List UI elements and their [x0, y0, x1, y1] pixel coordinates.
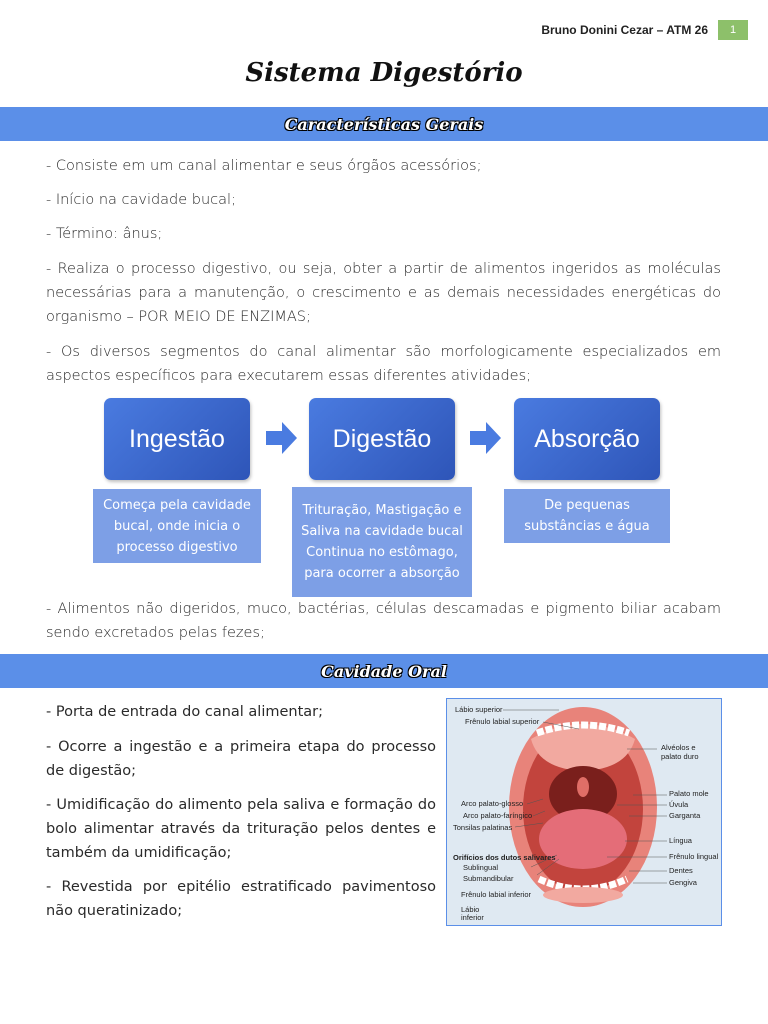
figure-label: Língua [669, 836, 692, 845]
paragraph: - Alimentos não digeridos, muco, bactérias, células descamadas e pigmento biliar acabam sendo excretados pelas fezes; [46, 601, 721, 641]
figure-label: Lábio inferior [461, 905, 484, 922]
figure-label: Frênulo labial superior [465, 717, 540, 726]
figure-label: Lábio superior [455, 705, 503, 714]
section-heading-general: Características Gerais [284, 114, 484, 134]
flow-note-absorption: De pequenas substâncias e água [504, 489, 670, 543]
flow-note-ingestion: Começa pela cavidade bucal, onde inicia o processo digestivo [93, 489, 261, 563]
figure-label: Dentes [669, 866, 693, 875]
flow-step-absorption: Absorção [514, 398, 660, 480]
figure-label: Submandibular [463, 874, 514, 883]
paragraph: - Consiste em um canal alimentar e seus órgãos acessórios; [46, 158, 482, 174]
flow-step-ingestion: Ingestão [104, 398, 250, 480]
paragraph: - Término: ânus; [46, 226, 163, 242]
figure-label: Arco palato-faríngico [463, 811, 533, 820]
figure-label: Orifícios dos dutos salivares [453, 853, 556, 862]
paragraph: - Realiza o processo digestivo, ou seja, obter a partir de alimentos ingeridos as moléculas necessárias para a manutenção, o crescimento e as demais necessidades energéticas do organismo – POR MEIO DE ENZIMAS; [46, 261, 721, 325]
figure-label: Gengiva [669, 878, 697, 887]
figure-label: Garganta [669, 811, 701, 820]
author-name: Bruno Donini Cezar – ATM 26 [541, 23, 708, 37]
figure-label: Úvula [669, 800, 689, 809]
document-title: Sistema Digestório [245, 58, 523, 88]
page-header [541, 20, 748, 40]
figure-label: Sublingual [463, 863, 499, 872]
paragraph: - Revestida por epitélio estratificado pavimentoso não queratinizado; [46, 879, 436, 919]
flow-note-digestion: Trituração, Mastigação e Saliva na cavidade bucal Continua no estômago, para ocorrer a absorção [292, 487, 472, 597]
figure-label: Arco palato-glosso [461, 799, 524, 808]
section-heading-band [0, 107, 768, 141]
oral-cavity-figure [446, 698, 722, 926]
figure-label: Frênulo labial inferior [461, 890, 532, 899]
figure-label: Tonsilas palatinas [453, 823, 513, 832]
section-heading-oral: Cavidade Oral [321, 661, 447, 681]
paragraph: - Início na cavidade bucal; [46, 192, 236, 208]
figure-label: Frênulo lingual [669, 852, 719, 861]
arrow-right-icon [470, 421, 502, 455]
figure-label: Palato mole [669, 789, 709, 798]
page-number: 1 [718, 20, 748, 40]
figure-label: Alvéolos e palato duro [661, 743, 699, 761]
paragraph: - Porta de entrada do canal alimentar; [46, 704, 324, 720]
section-heading-band [0, 654, 768, 688]
paragraph: - Umidificação do alimento pela saliva e formação do bolo alimentar através da trituração pelos dentes e também da umidificação; [46, 797, 436, 861]
paragraph: - Os diversos segmentos do canal alimentar são morfologicamente especializados em aspectos específicos para executarem essas diferentes atividades; [46, 344, 721, 384]
flow-step-digestion: Digestão [309, 398, 455, 480]
arrow-right-icon [266, 421, 298, 455]
paragraph: - Ocorre a ingestão e a primeira etapa do processo de digestão; [46, 739, 436, 779]
